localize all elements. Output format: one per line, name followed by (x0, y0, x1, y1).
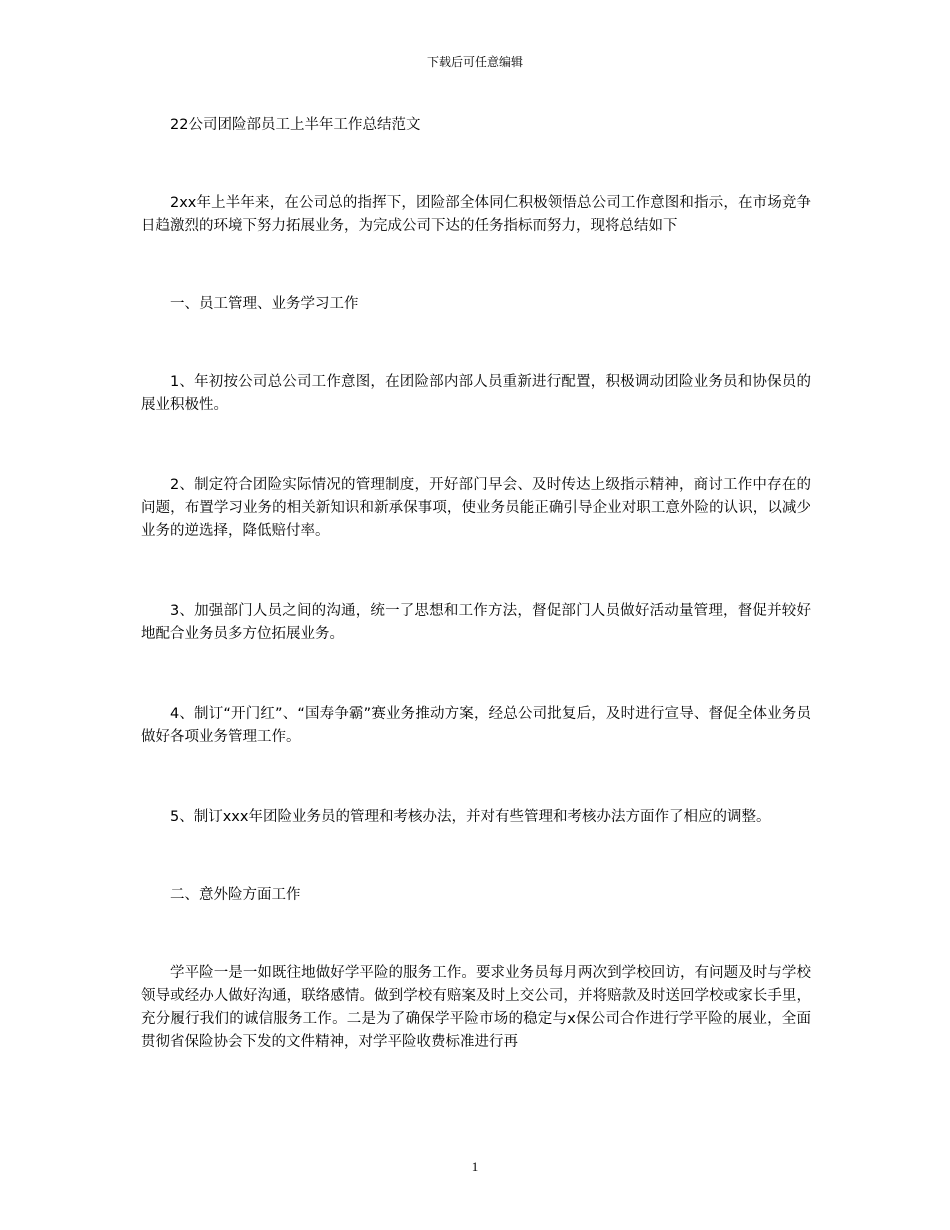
section-2-heading: 二、意外险方面工作 (170, 887, 301, 903)
section-1-heading: 一、员工管理、业务学习工作 (170, 296, 359, 312)
document-body (141, 114, 811, 1054)
section-2-paragraph: 学平险一是一如既往地做好学平险的服务工作。要求业务员每月两次到学校回访，有问题及时与学校领导或经办人做好沟通，联络感情。做到学校有赔案及时上交公司，并将赔款及时送回学校或家长手里，充分履行我们的诚信服务工作。二是为了确保学平险市场的稳定与x保公司合作进行学平险的展业，全面贯彻省保险协会下发的文件精神，对学平险收费标准进行再 (141, 965, 811, 1050)
list-item-2: 2、制定符合团险实际情况的管理制度，开好部门早会、及时传达上级指示精神，商讨工作中存在的问题，布置学习业务的相关新知识和新承保事项，使业务员能正确引导企业对职工意外险的认识，以减少业务的逆选择，降低赔付率。 (141, 477, 811, 539)
document-title: 22公司团险部员工上半年工作总结范文 (170, 117, 421, 133)
list-item-4: 4、制订“开门红”、“国寿争霸”赛业务推动方案，经总公司批复后，及时进行宣导、督促全体业务员做好各项业务管理工作。 (141, 706, 811, 745)
page-header: 下载后可任意编辑 (426, 55, 523, 69)
list-item-5: 5、制订xxx年团险业务员的管理和考核办法，并对有些管理和考核办法方面作了相应的调整。 (170, 809, 771, 825)
page-number: 1 (471, 1159, 479, 1174)
intro-paragraph: 2xx年上半年来，在公司总的指挥下，团险部全体同仁积极领悟总公司工作意图和指示，在市场竞争日趋激烈的环境下努力拓展业务，为完成公司下达的任务指标而努力，现将总结如下 (141, 195, 811, 234)
list-item-1: 1、年初按公司总公司工作意图，在团险部内部人员重新进行配置，积极调动团险业务员和协保员的展业积极性。 (141, 374, 811, 413)
list-item-3: 3、加强部门人员之间的沟通，统一了思想和工作方法，督促部门人员做好活动量管理，督促并较好地配合业务员多方位拓展业务。 (141, 603, 811, 642)
